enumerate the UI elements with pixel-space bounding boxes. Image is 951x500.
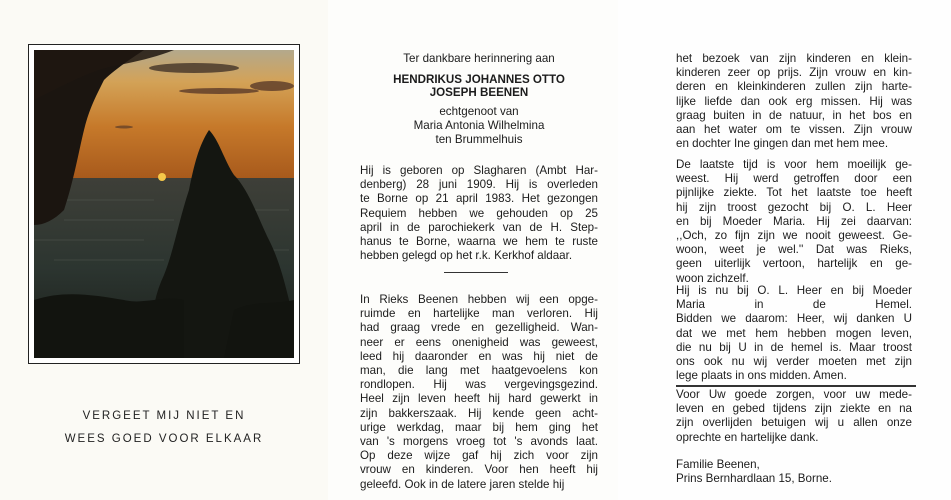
text-line: van 's morgens vroeg tot 's avonds laat. bbox=[360, 435, 598, 449]
intro-text: Ter dankbare herinnering aan bbox=[403, 52, 555, 65]
signature-family: Familie Beenen, bbox=[676, 458, 760, 471]
text-line: graag buiten in de natuur, in het bos en bbox=[676, 108, 912, 122]
prayer-paragraph bbox=[676, 284, 912, 383]
text-line: woon, weet je wel.'' Dat was Rieks, bbox=[676, 243, 912, 257]
text-line: rondlopen. Hij was vergevingsgezind. bbox=[360, 378, 598, 392]
text-line: geleefd. Ook in de latere jaren stelde hij bbox=[360, 477, 565, 491]
text-line: denberg) 28 juni 1909. Hij is overleden bbox=[360, 178, 598, 192]
text-line: hij zijn troost gezocht bij O. L. Heer bbox=[676, 200, 912, 214]
tribute-paragraph bbox=[360, 293, 598, 492]
text-line: De laatste tijd is voor hem moeilijk ge- bbox=[676, 158, 912, 171]
text-line: vrouw en kinderen. Voor hen heeft hij bbox=[360, 463, 598, 477]
text-line: ruimde en hartelijke man verloren. Hij bbox=[360, 307, 598, 321]
deceased-name-line-2: JOSEPH BEENEN bbox=[429, 86, 529, 99]
text-line: hanus te Borne, waarna we hem te ruste bbox=[360, 235, 598, 249]
text-line: zijn overlijden betuigen wij u allen onze bbox=[676, 416, 912, 430]
text-line: man, die lang met haatgevoelens kon bbox=[360, 364, 598, 378]
text-line: Heel zijn leven heeft hij hard gewerkt in bbox=[360, 392, 598, 406]
spouse-block bbox=[360, 105, 598, 148]
text-line: Voor Uw goede zorgen, voor uw mede- bbox=[676, 388, 912, 401]
text-line: en bij Moeder Maria. Hij zei daarvan: bbox=[676, 214, 912, 228]
text-line: en dochter Ine gingen dan met hem mee. bbox=[676, 137, 889, 151]
signature-address: Prins Bernhardlaan 15, Borne. bbox=[676, 472, 832, 486]
text-line: Op deze wijze gaf hij zich voor zijn bbox=[360, 449, 598, 463]
sunset-photo bbox=[34, 50, 294, 358]
text-line: leed hij daaronder en was hij niet de bbox=[360, 349, 598, 363]
text-line: ,,Och, zo fijn zijn we nooit geweest. Ge- bbox=[676, 229, 912, 243]
motto-line-2: WEES GOED VOOR ELKAAR bbox=[64, 433, 264, 445]
text-line: Bidden we daarom: Heer, wij danken U bbox=[676, 312, 912, 326]
deceased-name-line-1: HENDRIKUS JOHANNES OTTO bbox=[393, 73, 565, 86]
text-line: april in de parochiekerk van de H. Step- bbox=[360, 220, 598, 234]
text-line: leven en gebed tijdens zijn ziekte en na bbox=[676, 402, 912, 416]
text-line: het bezoek van zijn kinderen en klein- bbox=[676, 52, 912, 65]
text-line: die nu bij U in de hemel is. Maar troost bbox=[676, 340, 912, 354]
text-line: weest. Hij werd getroffen door een bbox=[676, 172, 912, 186]
biography-paragraph bbox=[360, 164, 598, 263]
text-line: oprechte en hartelijke dank. bbox=[676, 430, 819, 444]
text-line: zijn bakkerszaak. Hij kende geen acht- bbox=[360, 406, 598, 420]
text-line: kinderen zeer op prijs. Zijn vrouw en kin- bbox=[676, 66, 912, 80]
text-line: urige werkdag, maar bij hem ging het bbox=[360, 420, 598, 434]
spouse-name-line-2: ten Brummelhuis bbox=[435, 133, 523, 147]
text-line: lege plaats in ons midden. Amen. bbox=[676, 369, 847, 383]
text-line: had graag vrede en gezelligheid. Wan- bbox=[360, 321, 598, 335]
text-line: ons ook nu wij verder moeten met zijn bbox=[676, 355, 912, 369]
text-line: hebben gelegd op het r.k. Kerkhof aldaar. bbox=[360, 249, 573, 263]
section-divider bbox=[444, 272, 508, 273]
prayer-underline bbox=[676, 385, 916, 387]
text-line: neer er eens onenigheid was geweest, bbox=[360, 335, 598, 349]
text-line: lijke liefde dan ook erg missen. Hij was bbox=[676, 94, 912, 108]
text-line: dat we met hem hebben mogen leven, bbox=[676, 326, 912, 340]
text-line: te Borne op 21 april 1983. Het gezongen bbox=[360, 192, 598, 206]
relation-text: echtgenoot van bbox=[439, 105, 519, 118]
motto-line-1: VERGEET MIJ NIET EN bbox=[82, 410, 246, 422]
signature-block bbox=[676, 458, 832, 486]
thanks-paragraph bbox=[676, 388, 912, 445]
text-line: deren en kleinkinderen zullen zijn harte- bbox=[676, 80, 912, 94]
illness-paragraph bbox=[676, 158, 912, 286]
cover-panel bbox=[0, 0, 328, 500]
text-line: pijnlijke ziekte. Tot het laatste toe heeft bbox=[676, 186, 912, 200]
text-line: Hij is geboren op Slagharen (Ambt Har- bbox=[360, 164, 598, 177]
spouse-name-line-1: Maria Antonia Wilhelmina bbox=[413, 119, 545, 133]
photo-frame bbox=[28, 44, 300, 364]
text-line: Requiem hebben we gehouden op 25 bbox=[360, 206, 598, 220]
deceased-name bbox=[360, 73, 598, 99]
family-paragraph bbox=[676, 52, 912, 151]
text-line: aan het water om te vissen. Zijn vrouw bbox=[676, 123, 912, 137]
text-line: Hij is nu bij O. L. Heer en bij Moeder bbox=[676, 284, 912, 297]
text-line: Maria in de Hemel. bbox=[676, 298, 912, 312]
sunset-image bbox=[34, 50, 294, 358]
text-line: geen uiterlijk vertoon, hartelijk en ge- bbox=[676, 257, 912, 271]
text-line: In Rieks Beenen hebben wij een opge- bbox=[360, 293, 598, 306]
text-line: woon zichzelf. bbox=[676, 271, 749, 285]
